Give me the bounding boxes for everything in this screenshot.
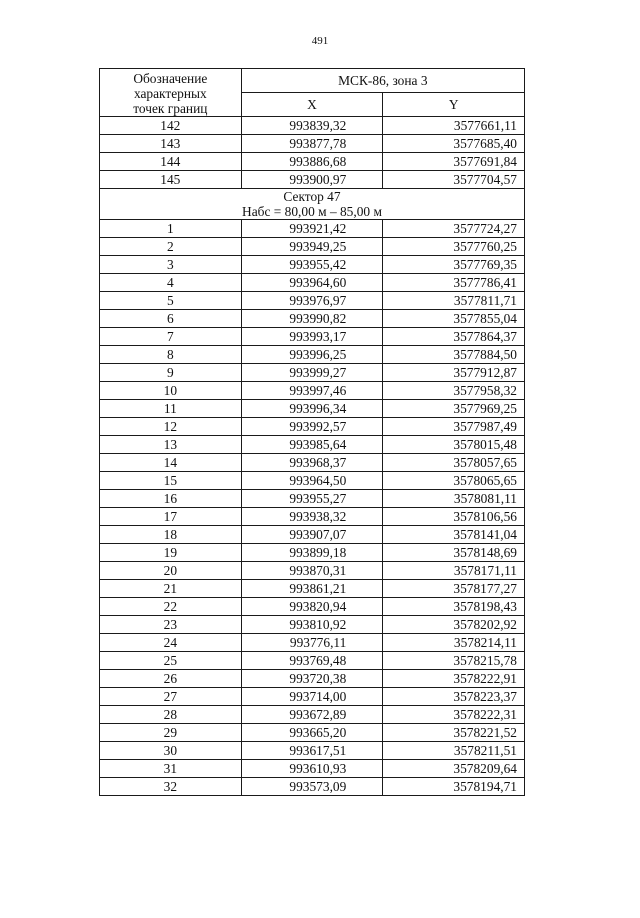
page-number: 491	[311, 35, 329, 47]
x-coordinate-cell: 993996,34	[241, 400, 383, 418]
x-coordinate-cell: 993617,51	[241, 742, 383, 760]
point-id-cell: 19	[100, 544, 242, 562]
x-coordinate-cell: 993900,97	[241, 171, 383, 189]
x-coordinate-cell: 993870,31	[241, 562, 383, 580]
point-id-cell: 145	[100, 171, 242, 189]
point-id-header-line-1: Обозначение	[133, 71, 208, 86]
y-coordinate-cell: 3577855,04	[383, 310, 525, 328]
x-coordinate-cell: 993714,00	[241, 688, 383, 706]
x-coordinate-cell: 993810,92	[241, 616, 383, 634]
table-row	[100, 742, 525, 760]
point-id-cell: 9	[100, 364, 242, 382]
y-coordinate-cell: 3578215,78	[383, 652, 525, 670]
point-id-cell: 2	[100, 238, 242, 256]
x-coordinate-cell: 993877,78	[241, 135, 383, 153]
y-coordinate-cell: 3578177,27	[383, 580, 525, 598]
x-coordinate-cell: 993769,48	[241, 652, 383, 670]
point-id-cell: 16	[100, 490, 242, 508]
point-id-cell: 5	[100, 292, 242, 310]
point-id-header-line-3: точек границ	[133, 101, 208, 116]
coordinate-system-header: МСК-86, зона 3	[241, 69, 524, 93]
point-id-cell: 31	[100, 760, 242, 778]
point-id-cell: 21	[100, 580, 242, 598]
point-id-cell: 142	[100, 117, 242, 135]
table-row	[100, 238, 525, 256]
table-row	[100, 328, 525, 346]
header-row-top	[100, 69, 525, 93]
table-row	[100, 364, 525, 382]
x-coordinate-cell: 993886,68	[241, 153, 383, 171]
y-column-header: Y	[383, 93, 525, 117]
point-id-cell: 26	[100, 670, 242, 688]
sector-title: Сектор 47	[283, 189, 341, 204]
y-coordinate-cell: 3578065,65	[383, 472, 525, 490]
table-row	[100, 670, 525, 688]
point-id-cell: 10	[100, 382, 242, 400]
y-coordinate-cell: 3577691,84	[383, 153, 525, 171]
y-coordinate-cell: 3578214,11	[383, 634, 525, 652]
x-coordinate-cell: 993573,09	[241, 778, 383, 796]
table-row	[100, 616, 525, 634]
table-row	[100, 526, 525, 544]
y-coordinate-cell: 3578057,65	[383, 454, 525, 472]
rows-after-sector	[100, 220, 525, 796]
point-id-cell: 28	[100, 706, 242, 724]
table-row	[100, 472, 525, 490]
point-id-cell: 32	[100, 778, 242, 796]
point-id-cell: 144	[100, 153, 242, 171]
y-coordinate-cell: 3577912,87	[383, 364, 525, 382]
point-id-cell: 23	[100, 616, 242, 634]
x-coordinate-cell: 993861,21	[241, 580, 383, 598]
point-id-cell: 22	[100, 598, 242, 616]
y-coordinate-cell: 3577704,57	[383, 171, 525, 189]
x-coordinate-cell: 993672,89	[241, 706, 383, 724]
x-coordinate-cell: 993938,32	[241, 508, 383, 526]
table-row	[100, 292, 525, 310]
y-coordinate-cell: 3577969,25	[383, 400, 525, 418]
y-coordinate-cell: 3577958,32	[383, 382, 525, 400]
sector-height-range: Набс = 80,00 м – 85,00 м	[242, 204, 382, 219]
table-row	[100, 153, 525, 171]
sector-heading	[100, 189, 525, 220]
point-id-cell: 17	[100, 508, 242, 526]
y-coordinate-cell: 3577987,49	[383, 418, 525, 436]
x-coordinate-cell: 993949,25	[241, 238, 383, 256]
x-coordinate-cell: 993776,11	[241, 634, 383, 652]
table-row	[100, 171, 525, 189]
y-coordinate-cell: 3577786,41	[383, 274, 525, 292]
table-row	[100, 490, 525, 508]
point-id-cell: 25	[100, 652, 242, 670]
point-id-header-line-2: характерных	[133, 86, 207, 101]
table-row	[100, 454, 525, 472]
table-header	[100, 69, 525, 117]
point-id-cell: 143	[100, 135, 242, 153]
x-coordinate-cell: 993907,07	[241, 526, 383, 544]
table-row	[100, 382, 525, 400]
table-row	[100, 544, 525, 562]
table-row	[100, 724, 525, 742]
y-coordinate-cell: 3578106,56	[383, 508, 525, 526]
table-row	[100, 580, 525, 598]
point-id-cell: 4	[100, 274, 242, 292]
table-row	[100, 688, 525, 706]
point-id-cell: 6	[100, 310, 242, 328]
y-coordinate-cell: 3578198,43	[383, 598, 525, 616]
x-coordinate-cell: 993990,82	[241, 310, 383, 328]
x-coordinate-cell: 993839,32	[241, 117, 383, 135]
y-coordinate-cell: 3578148,69	[383, 544, 525, 562]
x-coordinate-cell: 993720,38	[241, 670, 383, 688]
rows-before-sector	[100, 117, 525, 189]
point-id-cell: 7	[100, 328, 242, 346]
x-coordinate-cell: 993820,94	[241, 598, 383, 616]
x-coordinate-cell: 993610,93	[241, 760, 383, 778]
table-row	[100, 310, 525, 328]
table-row	[100, 778, 525, 796]
table-row	[100, 706, 525, 724]
y-coordinate-cell: 3578223,37	[383, 688, 525, 706]
y-coordinate-cell: 3577661,11	[383, 117, 525, 135]
x-coordinate-cell: 993992,57	[241, 418, 383, 436]
table-row	[100, 135, 525, 153]
x-coordinate-cell: 993955,27	[241, 490, 383, 508]
y-coordinate-cell: 3578171,11	[383, 562, 525, 580]
y-coordinate-cell: 3577724,27	[383, 220, 525, 238]
point-id-cell: 27	[100, 688, 242, 706]
x-coordinate-cell: 993964,60	[241, 274, 383, 292]
y-coordinate-cell: 3578141,04	[383, 526, 525, 544]
x-coordinate-cell: 993964,50	[241, 472, 383, 490]
sector-row	[100, 189, 525, 220]
y-coordinate-cell: 3578194,71	[383, 778, 525, 796]
x-coordinate-cell: 993999,27	[241, 364, 383, 382]
point-id-cell: 14	[100, 454, 242, 472]
x-coordinate-cell: 993976,97	[241, 292, 383, 310]
table-row	[100, 274, 525, 292]
x-coordinate-cell: 993899,18	[241, 544, 383, 562]
point-id-cell: 8	[100, 346, 242, 364]
point-id-cell: 24	[100, 634, 242, 652]
y-coordinate-cell: 3578211,51	[383, 742, 525, 760]
point-id-cell: 3	[100, 256, 242, 274]
y-coordinate-cell: 3577769,35	[383, 256, 525, 274]
table-row	[100, 562, 525, 580]
x-coordinate-cell: 993997,46	[241, 382, 383, 400]
point-id-cell: 30	[100, 742, 242, 760]
table-row	[100, 436, 525, 454]
table-row	[100, 508, 525, 526]
point-id-cell: 18	[100, 526, 242, 544]
y-coordinate-cell: 3577685,40	[383, 135, 525, 153]
y-coordinate-cell: 3578222,31	[383, 706, 525, 724]
point-id-cell: 11	[100, 400, 242, 418]
table-row	[100, 652, 525, 670]
point-id-cell: 20	[100, 562, 242, 580]
point-id-cell: 1	[100, 220, 242, 238]
y-coordinate-cell: 3578202,92	[383, 616, 525, 634]
x-coordinate-cell: 993985,64	[241, 436, 383, 454]
point-id-cell: 12	[100, 418, 242, 436]
y-coordinate-cell: 3578222,91	[383, 670, 525, 688]
point-id-cell: 15	[100, 472, 242, 490]
y-coordinate-cell: 3577884,50	[383, 346, 525, 364]
x-coordinate-cell: 993921,42	[241, 220, 383, 238]
y-coordinate-cell: 3578221,52	[383, 724, 525, 742]
x-coordinate-cell: 993955,42	[241, 256, 383, 274]
x-coordinate-cell: 993996,25	[241, 346, 383, 364]
sector-block	[100, 189, 525, 220]
table-row	[100, 634, 525, 652]
table-row	[100, 346, 525, 364]
point-id-cell: 13	[100, 436, 242, 454]
y-coordinate-cell: 3577864,37	[383, 328, 525, 346]
coordinates-table	[99, 68, 525, 796]
y-coordinate-cell: 3578081,11	[383, 490, 525, 508]
table-row	[100, 418, 525, 436]
table-row	[100, 117, 525, 135]
y-coordinate-cell: 3578015,48	[383, 436, 525, 454]
x-coordinate-cell: 993968,37	[241, 454, 383, 472]
point-id-cell: 29	[100, 724, 242, 742]
table-row	[100, 220, 525, 238]
table-row	[100, 256, 525, 274]
table-row	[100, 760, 525, 778]
x-coordinate-cell: 993665,20	[241, 724, 383, 742]
table-row	[100, 598, 525, 616]
y-coordinate-cell: 3577760,25	[383, 238, 525, 256]
y-coordinate-cell: 3578209,64	[383, 760, 525, 778]
point-id-column-header	[100, 69, 242, 117]
x-column-header: X	[241, 93, 383, 117]
x-coordinate-cell: 993993,17	[241, 328, 383, 346]
y-coordinate-cell: 3577811,71	[383, 292, 525, 310]
table-row	[100, 400, 525, 418]
